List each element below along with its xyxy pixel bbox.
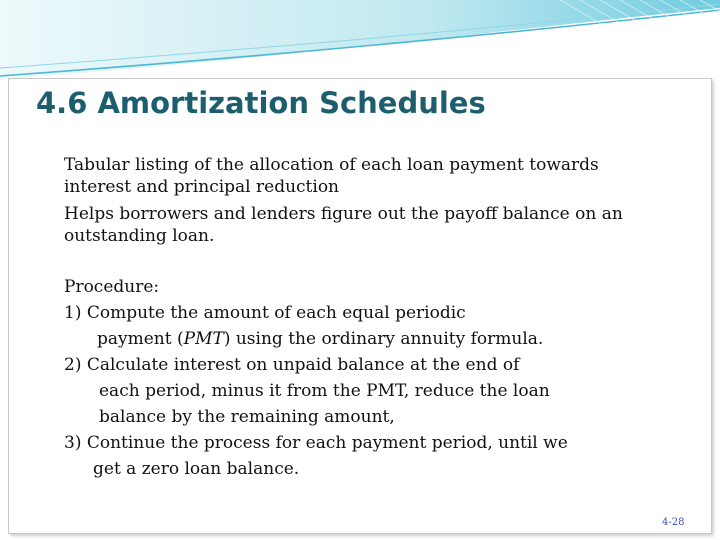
procedure-step-1: 1) Compute the amount of each equal periodic: [64, 303, 466, 323]
pmt-term: PMT: [183, 329, 224, 349]
definition-line: outstanding loan.: [64, 226, 215, 246]
definition-line: Helps borrowers and lenders figure out the payoff balance on an: [64, 204, 623, 224]
definition-line: Tabular listing of the allocation of each loan payment towards: [64, 155, 599, 175]
procedure-step-3: 3) Continue the process for each payment period, until we: [64, 433, 568, 453]
definition-line: interest and principal reduction: [64, 177, 339, 197]
procedure-step-2-cont: each period, minus it from the PMT, reduce the loan: [99, 381, 550, 401]
header-wave-decoration: [0, 0, 720, 80]
procedure-step-1-cont: [97, 326, 543, 352]
procedure-heading: Procedure:: [64, 277, 160, 297]
procedure-step-2-cont: balance by the remaining amount,: [99, 407, 395, 427]
procedure-step-2: 2) Calculate interest on unpaid balance at the end of: [64, 355, 520, 375]
procedure-step-3-cont: get a zero loan balance.: [93, 459, 300, 479]
page-number: 4-28: [662, 517, 685, 528]
slide-title: 4.6 Amortization Schedules: [36, 86, 486, 120]
step-text: ) using the ordinary annuity formula.: [223, 329, 544, 349]
step-text: payment (: [97, 329, 184, 349]
